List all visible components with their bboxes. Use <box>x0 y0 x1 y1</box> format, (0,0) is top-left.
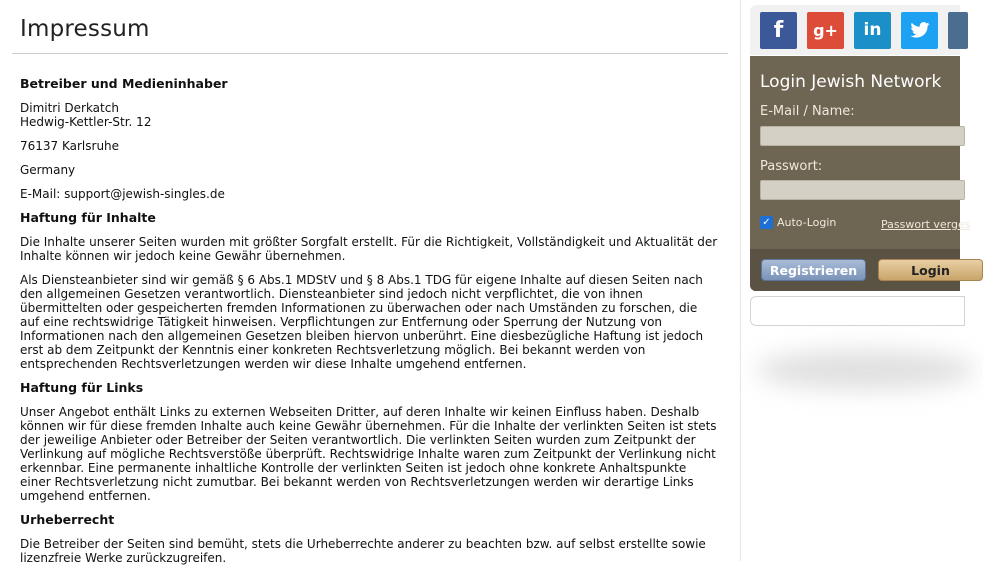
login-button[interactable]: Login <box>878 259 983 281</box>
social-share-bar <box>750 5 960 55</box>
empty-widget-box <box>750 296 965 326</box>
operator-email: E-Mail: support@jewish-singles.de <box>20 187 225 201</box>
autologin-option[interactable] <box>760 216 836 229</box>
operator-city: 76137 Karlsruhe <box>20 139 120 153</box>
facebook-icon[interactable]: f <box>760 12 797 49</box>
login-button-bar <box>750 249 960 291</box>
operator-name: Dimitri Derkatch <box>20 101 119 115</box>
section-paragraph: Die Betreiber der Seiten sind bemüht, stets die Urheberrechte anderer zu beachten bzw. auf selbst erstellte sowie lizenzfreie Werke zurückzugreifen. <box>20 537 706 565</box>
autologin-checkbox[interactable]: ✓ <box>760 216 773 229</box>
address-block <box>20 101 720 129</box>
section-heading-content-liability: Haftung für Inhalte <box>20 210 156 225</box>
login-panel <box>750 56 971 291</box>
section-heading-copyright: Urheberrecht <box>20 512 115 527</box>
impressum-content <box>20 70 720 575</box>
linkedin-icon[interactable]: in <box>854 12 891 49</box>
twitter-icon[interactable] <box>901 12 938 49</box>
operator-street: Hedwig-Kettler-Str. 12 <box>20 115 152 129</box>
section-paragraph: Als Diensteanbieter sind wir gemäß § 6 Abs.1 MDStV und § 8 Abs.1 TDG für eigene Inhalte auf diesen Seiten nach den allgemeinen Gesetzen verantwortlich. Diensteanbieter sind jedoch nicht verpflichtet, die von ihnen übermittelten oder gespeicherten fremden Informationen zu überwachen oder nach Umständen zu forschen, die auf eine rechtswidrige Tätigkeit hinweisen. Verpflichtungen zur Entfernung oder Sperrung der Nutzung von Informationen nach den allgemeinen Gesetzen bleiben hiervon unberührt. Eine diesbezügliche Haftung ist jedoch erst ab dem Zeitpunkt der Kenntnis einer konkreten Rechtsverletzung möglich. Bei bekannt werden von entsprechenden Rechtsverletzungen werden wir diese Inhalte umgehend entfernen. <box>20 273 704 371</box>
password-label: Passwort: <box>760 159 823 174</box>
share-icon[interactable] <box>948 12 968 49</box>
column-divider <box>740 0 741 561</box>
email-field[interactable] <box>760 126 965 146</box>
page-title: Impressum <box>20 16 150 42</box>
register-button[interactable]: Registrieren <box>761 259 866 281</box>
operator-heading: Betreiber und Medieninhaber <box>20 76 228 91</box>
forgot-password-link[interactable]: Passwort verges <box>881 218 971 231</box>
googleplus-icon[interactable]: g+ <box>807 12 844 49</box>
twitter-bird-icon <box>910 22 930 38</box>
password-field[interactable] <box>760 180 965 200</box>
title-divider <box>12 53 728 54</box>
decorative-shadow <box>756 350 976 390</box>
login-title: Login Jewish Network <box>760 72 942 92</box>
operator-country: Germany <box>20 163 76 177</box>
section-paragraph: Die Inhalte unserer Seiten wurden mit größter Sorgfalt erstellt. Für die Richtigkeit, Vollständigkeit und Aktualität der Inhalte können wir jedoch keine Gewähr übernehmen. <box>20 235 718 263</box>
email-label: E-Mail / Name: <box>760 104 855 119</box>
section-paragraph: Unser Angebot enthält Links zu externen Webseiten Dritter, auf deren Inhalte wir keinen Einfluss haben. Deshalb können wir für diese fremden Inhalte auch keine Gewähr übernehmen. Für die Inhalte der verlinkten Seiten ist stets der jeweilige Anbieter oder Betreiber der Seiten verantwortlich. Die verlinkten Seiten wurden zum Zeitpunkt der Verlinkung auf mögliche Rechtsverstöße überprüft. Rechtswidrige Inhalte waren zum Zeitpunkt der Verlinkung nicht erkennbar. Eine permanente inhaltliche Kontrolle der verlinkten Seiten ist jedoch ohne konkrete Anhaltspunkte einer Rechtsverletzung nicht zumutbar. Bei bekannt werden von Rechtsverletzungen werden wir derartige Links umgehend entfernen. <box>20 405 717 503</box>
autologin-label: Auto-Login <box>777 216 837 229</box>
section-heading-link-liability: Haftung für Links <box>20 380 144 395</box>
